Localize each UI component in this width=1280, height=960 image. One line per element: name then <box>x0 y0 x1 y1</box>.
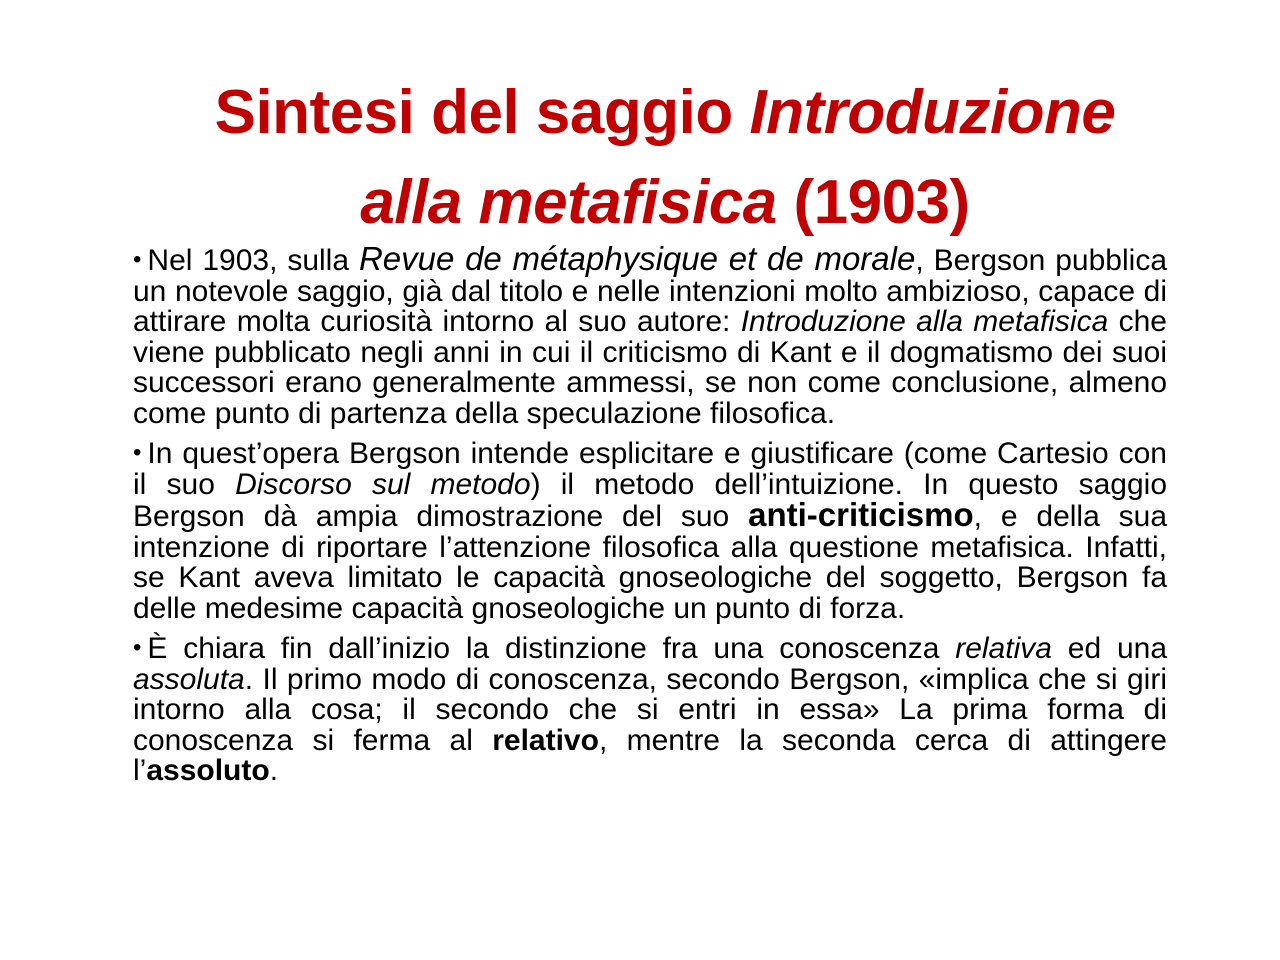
key-term: relativo <box>492 723 599 757</box>
bullet-icon: • <box>133 246 142 273</box>
paragraph-text: Nel 1903, sulla <box>147 244 359 277</box>
paragraph-text: . <box>269 754 279 787</box>
key-term: anti-criticismo <box>748 496 974 533</box>
paragraph-text: ) il metodo dell’intuizione. In questo saggio Bergson dà ampia dimostrazione del suo <box>133 467 1168 533</box>
emphasis-term: relativa <box>955 632 1052 665</box>
bullet-icon: • <box>133 439 142 466</box>
emphasis-term: assoluta <box>133 662 245 696</box>
essay-title: Introduzione alla metafisica <box>740 305 1109 338</box>
title-line-1 <box>150 68 1180 158</box>
paragraph-text: , Bergson pubblica un notevole saggio, già dal titolo e nelle intenzioni molto ambizioso, capace di attirare molta curiosità intorno al suo autore: <box>133 244 1167 338</box>
bullet-paragraph-3 <box>133 633 1167 787</box>
slide-title <box>150 68 1180 248</box>
title-text-1: Sintesi del saggio <box>214 78 750 147</box>
key-term: assoluto <box>146 754 270 787</box>
paragraph-text: In quest’opera Bergson intende esplicitare e giustificare (come Cartesio con il suo <box>133 437 1167 501</box>
title-italic-1: Introduzione <box>749 78 1116 147</box>
title-line-2 <box>150 158 1180 248</box>
title-italic-2: alla metafisica <box>360 168 777 237</box>
journal-title: Revue de métaphysique et de morale <box>358 240 916 277</box>
paragraph-text: ed una <box>1051 632 1168 665</box>
bullet-paragraph-1 <box>133 240 1167 430</box>
paragraph-text: , e della sua intenzione di riportare l’attenzione filosofica alla questione metafisica. Infatti, se Kant aveva limitato le capacità gnoseologiche del soggetto, Bergson fa delle medesime capacità gnoseologiche un punto di forza. <box>133 500 1168 625</box>
paragraph-text: che viene pubblicato negli anni in cui il criticismo di Kant e il dogmatismo dei suoi successori erano generalmente ammessi, se non come conclusione, almeno come punto di partenza della speculazione filosofica. <box>133 305 1167 430</box>
paragraph-text: È chiara fin dall’inizio la distinzione fra una conoscenza <box>147 632 956 665</box>
slide-body <box>133 240 1168 796</box>
bullet-icon: • <box>133 634 142 661</box>
book-title: Discorso sul metodo <box>235 467 531 501</box>
bullet-paragraph-2 <box>133 438 1167 624</box>
paragraph-text: , mentre la seconda cerca di attingere l’ <box>133 723 1167 787</box>
title-text-2: (1903) <box>776 168 970 237</box>
paragraph-text: . Il primo modo di conoscenza, secondo Bergson, «implica che si giri intorno alla cosa; il secondo che si entri in essa» La prima forma di conoscenza si ferma al <box>133 662 1167 757</box>
